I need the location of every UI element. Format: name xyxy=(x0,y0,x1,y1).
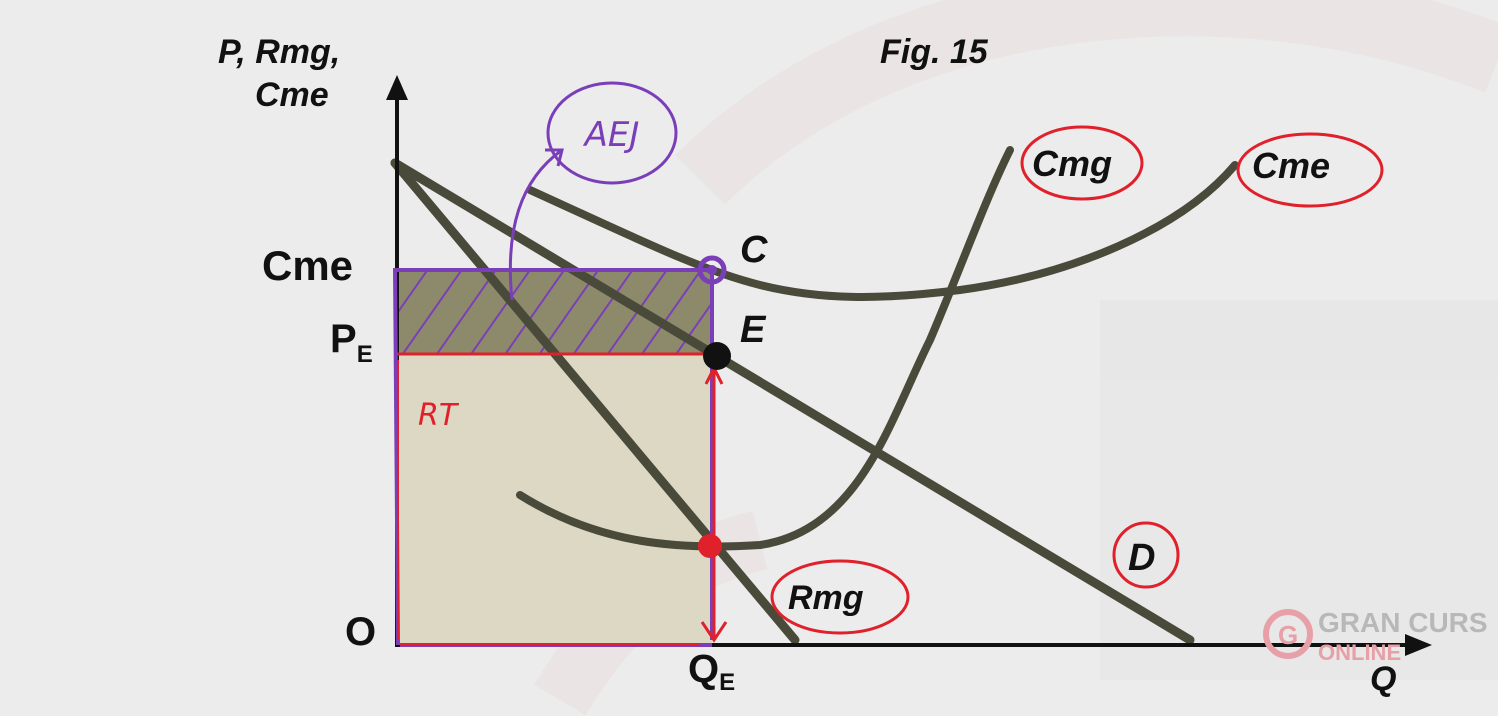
cme-label: Cme xyxy=(1252,145,1331,186)
tick-cme: Cme xyxy=(262,242,354,289)
x-axis-label: Q xyxy=(1370,660,1397,698)
tick-pe-main: P xyxy=(330,317,357,361)
point-c-dot xyxy=(707,265,717,275)
logo-line2: ONLINE xyxy=(1318,640,1402,665)
logo-line1: GRAN CURS xyxy=(1318,607,1488,638)
tick-qe-main: Q xyxy=(688,647,720,691)
point-e-marker xyxy=(703,342,731,370)
profit-annotation-label: AEJ xyxy=(584,115,640,155)
tick-qe-sub: E xyxy=(719,669,736,696)
cmg-label: Cmg xyxy=(1032,143,1112,184)
d-label: D xyxy=(1128,537,1156,579)
y-axis-arrow-icon xyxy=(386,75,408,100)
origin-label: O xyxy=(345,610,377,654)
tick-pe-sub: E xyxy=(356,341,373,368)
point-c-label: C xyxy=(740,229,768,271)
profit-area xyxy=(397,270,712,354)
y-axis-label-line1: P, Rmg, xyxy=(218,33,341,71)
tick-qe xyxy=(688,647,735,696)
y-axis-label-line2: Cme xyxy=(255,76,329,114)
point-e-label: E xyxy=(740,309,766,351)
rmg-label: Rmg xyxy=(788,579,864,617)
tick-pe xyxy=(330,317,373,368)
revenue-annotation-label: RT xyxy=(418,398,458,433)
intersection-marker xyxy=(698,534,722,558)
logo-g-letter: G xyxy=(1278,620,1299,650)
figure-title: Fig. 15 xyxy=(880,33,988,71)
